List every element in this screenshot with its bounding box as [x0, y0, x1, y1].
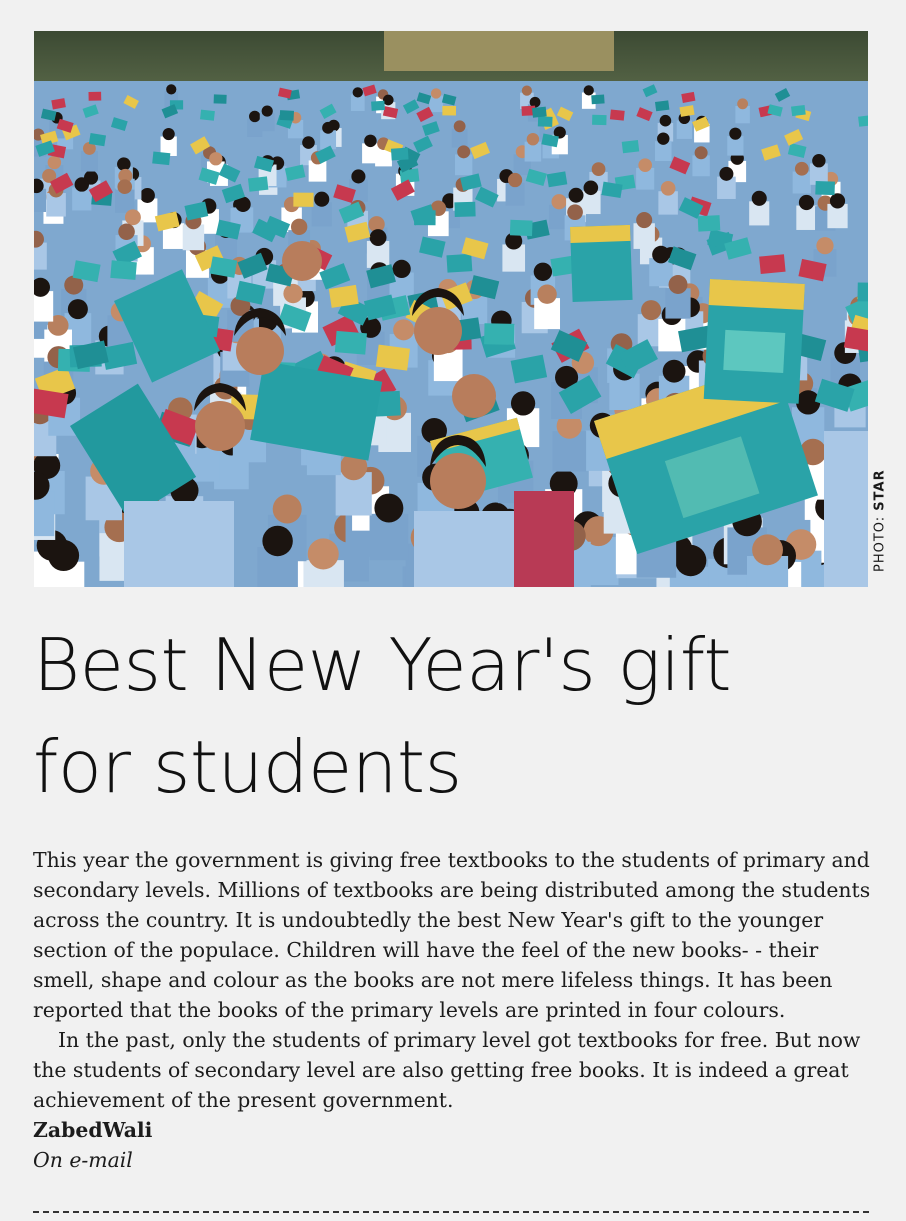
letter-body: [33, 845, 873, 1175]
headline-line-2: for students: [33, 725, 462, 809]
letter-author: ZabedWali: [33, 1118, 153, 1142]
photo-image-icon: [34, 31, 868, 587]
letter-paragraph-1: This year the government is giving free textbooks to the students of primary and secondary levels. Millions of textbooks are being distributed among the students across the country. It is undoubtedly the best New Year's gift to the younger section of the populace. Children will have the feel of the new books- - their smell, shape and colour as the books are not mere lifeless things. It has been reported that the books of the primary levels are printed in four colours.: [33, 848, 871, 1022]
news-photo: [34, 31, 868, 587]
photo-credit-label: PHOTO:: [872, 515, 888, 572]
headline-line-1: Best New Year's gift: [33, 623, 732, 707]
letter-paragraph-2: In the past, only the students of primary level got textbooks for free. But now the students of secondary level are also getting free books. It is indeed a great achievement of the present government.: [33, 1028, 861, 1112]
photo-credit: [868, 31, 892, 587]
headline: [33, 614, 873, 818]
photo-credit-source: STAR: [872, 469, 888, 511]
section-divider: [33, 1211, 869, 1213]
letter-source: On e-mail: [33, 1148, 133, 1172]
